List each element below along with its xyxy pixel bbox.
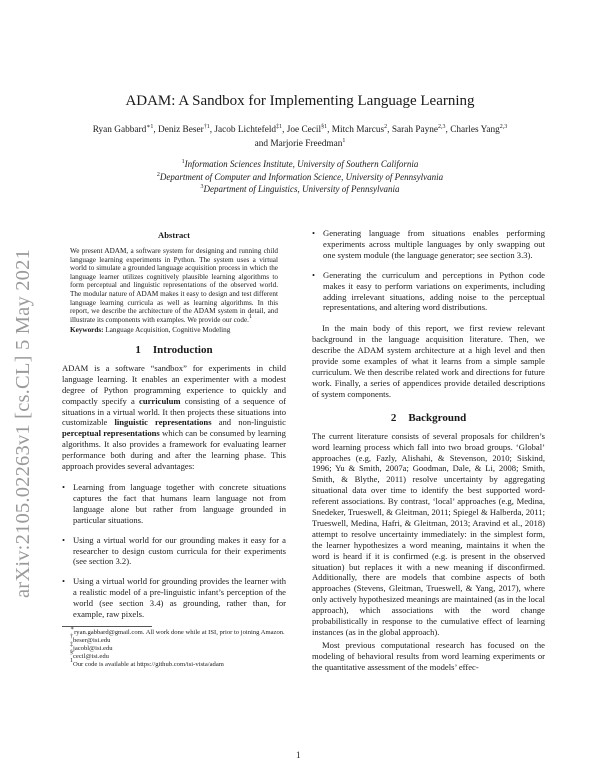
footnote-mark: † [70, 633, 73, 640]
list-item: • Learning from language together with concrete situations captures the fact that humans learn language not from language alone but rather from language grounded in particular situations. [62, 482, 286, 526]
footnote [62, 633, 286, 645]
affiliation-mark: 1 [181, 159, 185, 165]
list-item: • Generating the curriculum and perceptions in Python code makes it easy to perform variations on experiments, including adding irrelevant situations, adding noise to the perceptual representations, and altering word distributions. [312, 270, 545, 314]
author-name: Jacob Lichtefeld [214, 125, 277, 135]
author-name: Ryan Gabbard [92, 125, 147, 135]
footnote-text: ryan.gabbard@gmail.com. All work done while at ISI, prior to joining Amazon. [74, 628, 285, 636]
author-name: Mitch Marcus [331, 125, 385, 135]
footnote-rule [62, 626, 152, 627]
list-item: • Generating language from situations enables performing experiments across multiple languages by only swapping out one system module (the language generator; see section 3.3). [312, 228, 545, 261]
footnote-mark: ‡ [70, 641, 73, 648]
advantage-list-left [62, 482, 286, 620]
background-paragraph: The current literature consists of several proposals for children’s word learning process which fall into two broad groups. ‘Global’ approaches (e.g, Fazly, Alishahi, & Stevenson, 2010; Siskind, 1996; Yu & Smith, 2007a; Goodman, Dale, & Li, 2008; Smith, Smith, & Blythe, 2011) resolve uncertainty by aggregating situational data over time to identify the best supported word-referent associations. By contrast, ‘local’ approaches (e.g, Medina, Snedeker, Trueswell, & Gleitman, 2011; Spiegel & Halberda, 2011; Trueswell, Medina, Hafri, & Gleitman, 2013; Aravind et al., 2018) attempt to resolve uncertainty immediately: in the simplest form, the learner hypothesizes a word meaning, maintains it when the word is heard if it is confirmed (e.g. is present in the observed situation) but replaces it with a new meaning if disconfirmed. Additionally, there are models that combine aspects of both approaches (Stevens, Gleitman, Trueswell, & Yang, 2017), where only actively hypothesized meanings are maintained (as in the local approach), which associations with the word change probabilistically in response to the cumulative effect of learning instances (as in the global approach). [312, 430, 545, 637]
text-run: ADAM is a software “sandbox” for experiments in child language learning. It enables an experimenter with a modest degree of Python programming experience to quickly and compactly specify a [62, 362, 286, 406]
list-item: • Using a virtual world for grounding provides the learner with a realistic model of a pre-linguistic infant’s perception of the world (see section 3.4) as grounding, rather than, for example, raw pixels. [62, 576, 286, 620]
keywords-text: Language Acquisition, Cognitive Modeling [105, 326, 231, 335]
term-curriculum: curriculum [139, 395, 181, 406]
author-marks: †1 [203, 124, 210, 130]
footnote-text: Our code is available at https://github.com/isi-vista/adam [73, 660, 224, 668]
section-title: Introduction [152, 343, 213, 356]
advantage-list-right [312, 228, 545, 313]
author-marks: 2,3 [499, 124, 508, 130]
text-run: which can be consumed by learning algorithms. It also provides a framework for evaluating learner performance both during and after the learning phase. This approach provides several advantages: [62, 428, 286, 472]
footnote-mark: ∗ [70, 625, 75, 632]
affiliation-list [100, 158, 500, 196]
right-column [312, 228, 545, 673]
author-name: Joe Cecil [286, 125, 322, 135]
footnote-mark: 1 [248, 313, 252, 320]
section-heading-background [312, 412, 545, 424]
section-number: 2 [390, 411, 397, 424]
left-column [62, 230, 286, 669]
footnotes [62, 626, 286, 669]
affiliation-text: Department of Linguistics, University of Pennsylvania [203, 184, 400, 194]
author-name: Deniz Beser [158, 125, 204, 135]
paper-title: ADAM: A Sandbox for Implementing Language Learning [125, 93, 475, 109]
footnote-text: beser@isi.edu [73, 636, 111, 644]
list-item: • Using a virtual world for our grounding makes it easy for a researcher to design custom curricula for their experiments (see section 3.2). [62, 535, 286, 568]
author-name: Marjorie Freedman [270, 139, 343, 149]
intro-paragraph [62, 363, 286, 472]
footnote-mark: 1 [70, 657, 73, 664]
footnote [62, 641, 286, 653]
arxiv-stamp: arXiv:2105.02263v1 [cs.CL] 5 May 2021 [12, 248, 34, 598]
affiliation [100, 183, 500, 196]
author-marks: 1 [342, 138, 346, 144]
author-marks: ∗1 [146, 124, 154, 130]
keywords-label: Keywords: [70, 326, 104, 335]
footnote-text: cecil@isi.edu [73, 652, 109, 660]
abstract-body: We present ADAM, a software system for designing and running child language learning experiments in Python. The system uses a virtual world to simulate a grounded language acquisition process in which the language learner utilizes cognitively plausible learning algorithms to form perceptual and linguistic representations of the observed world. The modular nature of ADAM makes it easy to design and test different language learning curricula as well as learning algorithms. In this report, we describe the architecture of the ADAM system in detail, and illustrate its components with examples. We provide our code. [70, 247, 278, 324]
footnote [62, 625, 286, 637]
author-list: Ryan Gabbard$^{∗1}$, Deniz Beser$^{\dagger 1}$, Jacob Lichtefeld$^{\ddagger 1}$, Joe Cecil$^{\S 1}$, Mitch Marcus$^2$, Sarah Payne$^{2,3}$, Charles Yang$^{2,3}$ and Marjorie Freedman$^1$ [92, 124, 508, 149]
background-paragraph: Most previous computational research has focused on the modeling of behavioral results from word learning experiments or the quantitative assessment of the models’ effec- [312, 639, 545, 672]
text-run: consisting of a sequence of situations in a virtual world. It then projects these situations into customizable [62, 395, 286, 428]
affiliation-mark: 3 [200, 184, 204, 190]
affiliation-text: Information Sciences Institute, University of Southern California [184, 159, 419, 169]
abstract-text [70, 247, 278, 324]
keywords [70, 326, 278, 335]
author-marks: 2 [384, 124, 388, 130]
intro-paragraph: In the main body of this report, we first review relevant background in the language acquisition literature. Then, we describe the ADAM system architecture at a high level and then provide some examples of what it learns from a simple sample curriculum. We then describe related work and directions for future work. Finally, a series of appendices provide detailed descriptions of system components. [312, 323, 545, 399]
footnote [62, 657, 286, 669]
footnote-text: jacobl@isi.edu [73, 644, 113, 652]
abstract-heading: Abstract [158, 230, 190, 240]
affiliation [100, 158, 500, 171]
term-linguistic-representations: linguistic representations [114, 417, 212, 428]
affiliation [100, 171, 500, 184]
section-heading-introduction [62, 344, 286, 356]
term-perceptual-representations: perceptual representations [62, 428, 160, 439]
author-name: Charles Yang [450, 125, 500, 135]
author-name: Sarah Payne [391, 125, 439, 135]
affiliation-text: Department of Computer and Information Science, University of Pennsylvania [159, 171, 444, 182]
author-marks: §1 [321, 124, 328, 130]
footnote [62, 649, 286, 661]
footnote-mark: § [70, 649, 73, 656]
section-title: Background [408, 411, 467, 424]
page-number: 1 [296, 750, 301, 760]
author-marks: 2,3 [438, 124, 446, 130]
affiliation-mark: 2 [156, 171, 160, 178]
text-run: and non-linguistic [211, 417, 286, 428]
author-marks: ‡1 [276, 124, 283, 130]
section-number: 1 [135, 343, 141, 356]
